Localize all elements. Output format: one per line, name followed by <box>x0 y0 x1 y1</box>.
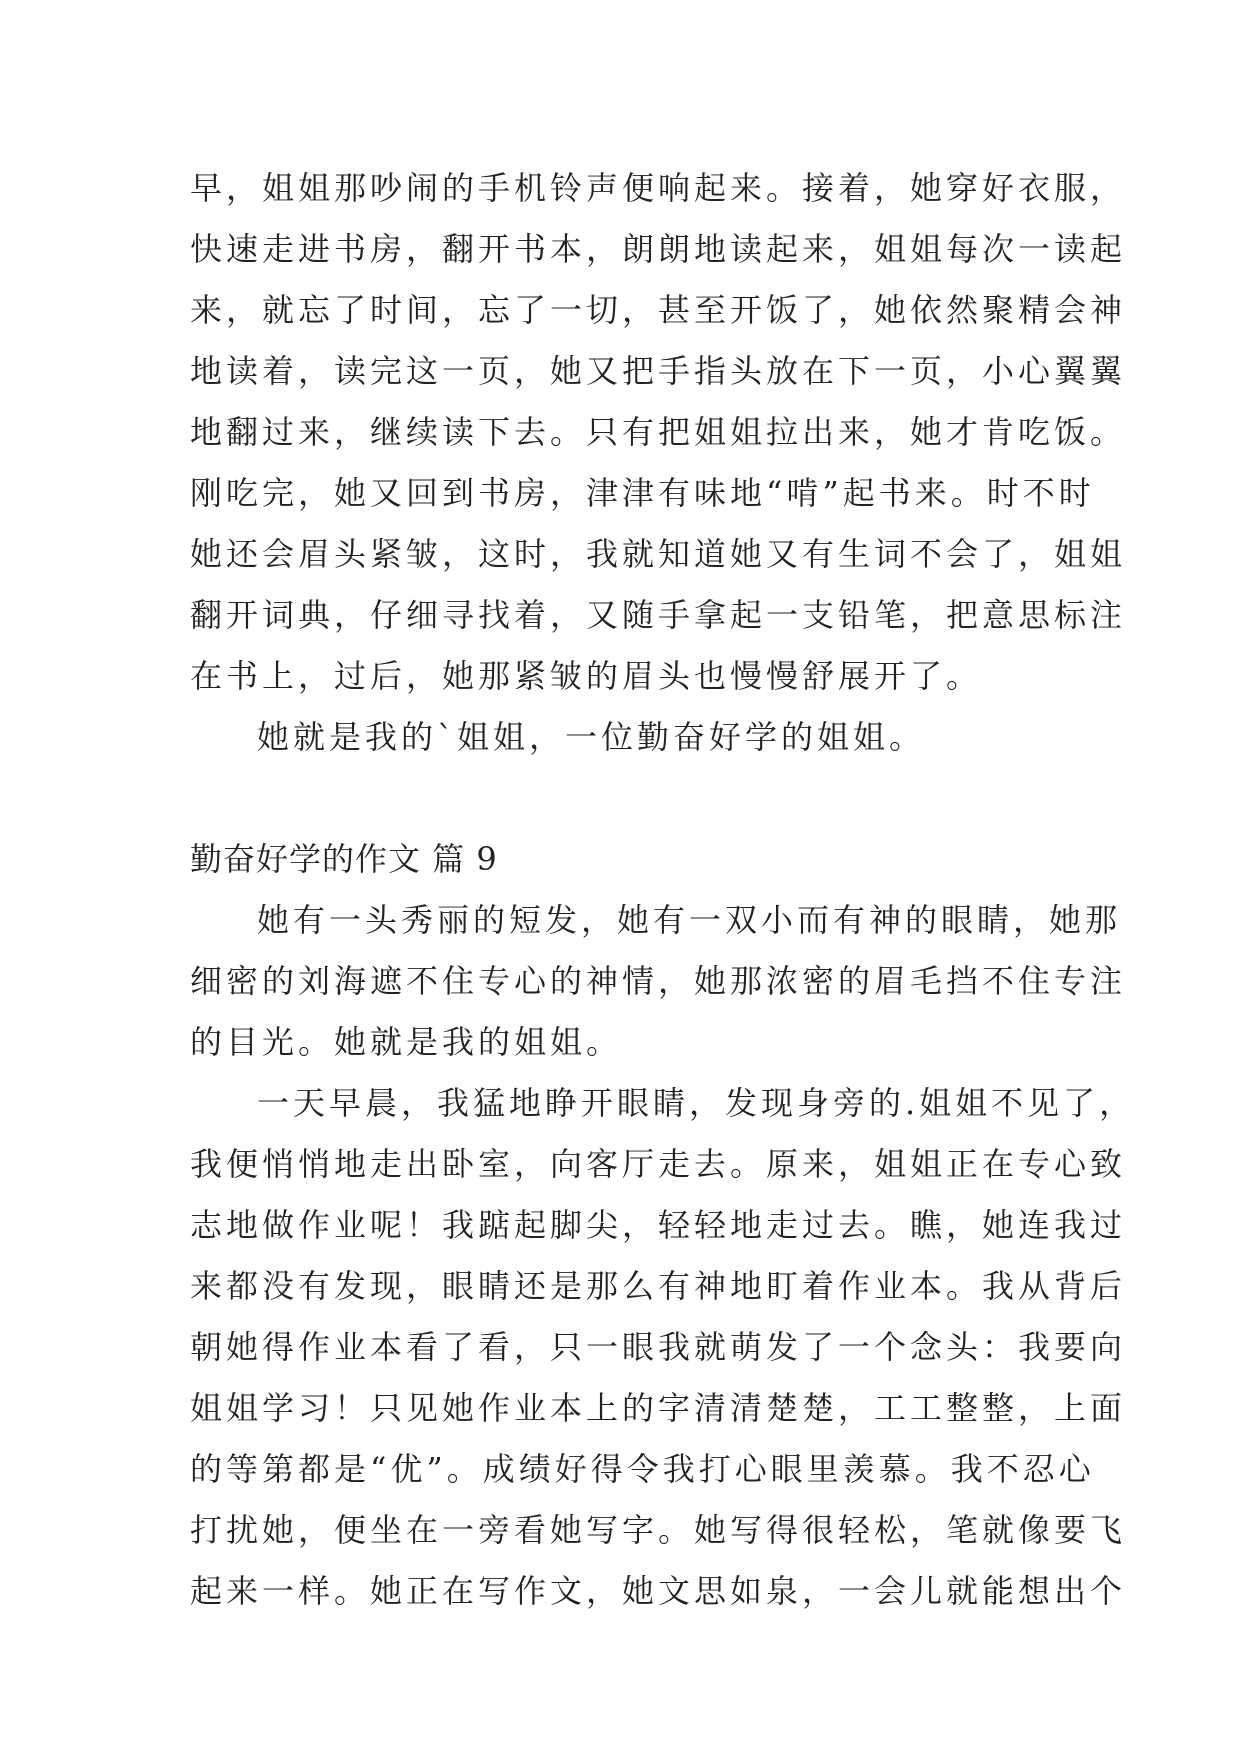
text-line: 我便悄悄地走出卧室，向客厅走去。原来，姐姐正在专心致 <box>190 1145 1127 1183</box>
text-line: 地读着，读完这一页，她又把手指头放在下一页，小心翼翼 <box>190 352 1127 390</box>
text-line: 朝她得作业本看了看，只一眼我就萌发了一个念头：我要向 <box>190 1328 1127 1366</box>
text-line: 姐姐学习！只见她作业本上的字清清楚楚，工工整整，上面 <box>190 1389 1127 1427</box>
text-line: 早，姐姐那吵闹的手机铃声便响起来。接着，她穿好衣服， <box>190 169 1127 207</box>
text-line: 在书上，过后，她那紧皱的眉头也慢慢舒展开了。 <box>190 657 983 695</box>
document-body <box>190 158 1136 1622</box>
text-line: 志地做作业呢！我踮起脚尖，轻轻地走过去。瞧，她连我过 <box>190 1206 1127 1244</box>
text-line: 来，就忘了时间，忘了一切，甚至开饭了，她依然聚精会神 <box>190 291 1127 329</box>
text-line: 来都没有发现，眼睛还是那么有神地盯着作业本。我从背后 <box>190 1267 1127 1305</box>
text-line: 她有一头秀丽的短发，她有一双小而有神的眼睛，她那 <box>257 901 1122 939</box>
text-line: 她还会眉头紧皱，这时，我就知道她又有生词不会了，姐姐 <box>190 535 1127 573</box>
text-line: 一天早晨，我猛地睁开眼睛，发现身旁的.姐姐不见了， <box>257 1084 1136 1122</box>
text-line: 打扰她，便坐在一旁看她写字。她写得很轻松，笔就像要飞 <box>190 1511 1127 1549</box>
text-line: 快速走进书房，翻开书本，朗朗地读起来，姐姐每次一读起 <box>190 230 1127 268</box>
section-spacer <box>190 768 1060 829</box>
text-line: 地翻过来，继续读下去。只有把姐姐拉出来，她才肯吃饭。 <box>190 413 1127 451</box>
text-line: 翻开词典，仔细寻找着，又随手拿起一支铅笔，把意思标注 <box>190 596 1127 634</box>
section-title: 勤奋好学的作文 篇 9 <box>190 840 498 878</box>
continued-paragraph <box>190 158 1127 707</box>
text-line: 的目光。她就是我的姐姐。 <box>190 1023 623 1061</box>
text-line: 起来一样。她正在写作文，她文思如泉，一会儿就能想出个 <box>190 1572 1127 1610</box>
text-line: 的等第都是“优”。成绩好得令我打心眼里羡慕。我不忍心 <box>190 1450 1095 1488</box>
text-line: 刚吃完，她又回到书房，津津有味地“啃”起书来。时不时 <box>190 474 1095 512</box>
closing-paragraph: 她就是我的`姐姐，一位勤奋好学的姐姐。 <box>257 718 926 756</box>
text-line: 细密的刘海遮不住专心的神情，她那浓密的眉毛挡不住专注 <box>190 962 1127 1000</box>
paragraph-1 <box>190 890 1127 1073</box>
paragraph-2 <box>190 1073 1136 1622</box>
